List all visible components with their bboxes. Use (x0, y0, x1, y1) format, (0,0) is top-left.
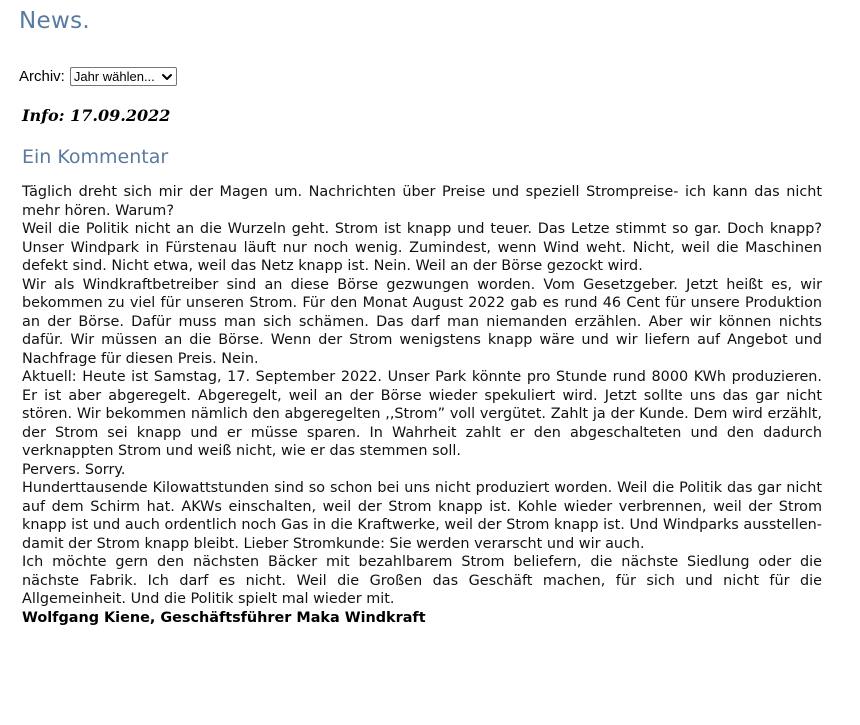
article-paragraph: Ich möchte gern den nächsten Bäcker mit bezahlbarem Strom beliefern, die nächste Siedlung oder die nächste Fabrik. Ich darf es nicht. Weil die Großen das Geschäft machen, für sich und nicht für die Allgemeinheit. Und die Politik spielt mal wieder mit. (22, 554, 822, 607)
archive-filter (19, 67, 177, 86)
article-paragraph: Täglich dreht sich mir der Magen um. Nachrichten über Preise und speziell Strompreise- ich kann das nicht mehr hören. Warum? (22, 184, 822, 219)
article-paragraph: Hunderttausende Kilowattstunden sind so schon bei uns nicht produziert worden. Weil die Politik das gar nicht auf dem Schirm hat. AKWs einschalten, weil der Strom knapp ist. Kohle wieder verbrennen, weil der Strom knapp ist und auch ordentlich noch Gas in die Kraftwerke, weil der Strom knapp ist. Und Windparks ausstellen- damit der Strom knapp bleibt. Lieber Stromkunde: Sie werden verarscht und wir auch. (22, 480, 822, 552)
article-paragraph: Weil die Politik nicht an die Wurzeln geht. Strom ist knapp und teuer. Das Letze stimmt so gar. Doch knapp? Unser Windpark in Fürstenau läuft nur noch wenig. Zumindest, wenn Wind weht. Nicht, weil die Maschinen defekt sind. Nicht etwa, weil das Netz knapp ist. Nein. Weil an der Börse gezockt wird. (22, 221, 822, 274)
archive-label: Archiv: (19, 68, 65, 85)
article-title: Ein Kommentar (22, 146, 169, 168)
info-date-heading: Info: 17.09.2022 (22, 106, 171, 125)
chevron-down-icon (161, 71, 173, 83)
article-paragraph: Aktuell: Heute ist Samstag, 17. September 2022. Unser Park könnte pro Stunde rund 8000 KWh produzieren. Er ist aber abgeregelt. Abgeregelt, weil an der Börse wieder spekuliert wird. Jetzt sollte uns das gar nicht stören. Wir bekommen nämlich den abgeregelten ,,Strom” voll vergütet. Zahlt ja der Kunde. Dem wird erzählt, der Strom sei knapp und er müsse sparen. In Wahrheit zahlt er den abgeschalteten und den dadurch verknappten Strom und weiß nicht, wie er das stemmen soll. (22, 369, 822, 459)
page-title: News. (19, 8, 90, 34)
author-signature: Wolfgang Kiene, Geschäftsführer Maka Windkraft (22, 609, 426, 626)
year-select[interactable] (70, 67, 177, 86)
article-body (22, 183, 822, 627)
year-select-value: Jahr wählen... (73, 69, 155, 84)
article-paragraph: Wir als Windkraftbetreiber sind an diese Börse gezwungen worden. Vom Gesetzgeber. Jetzt heißt es, wir bekommen zu viel für unseren Strom. Für den Monat August 2022 gab es rund 46 Cent für unsere Produktion an der Börse. Dafür muss man sich schämen. Das darf man niemanden erzählen. Aber wir können nichts dafür. Wir müssen an die Börse. Wenn der Strom wenigstens knapp wäre und wir liefern auf Angebot und Nachfrage für diesen Preis. Nein. (22, 276, 822, 367)
article-paragraph: Pervers. Sorry. (22, 461, 126, 478)
